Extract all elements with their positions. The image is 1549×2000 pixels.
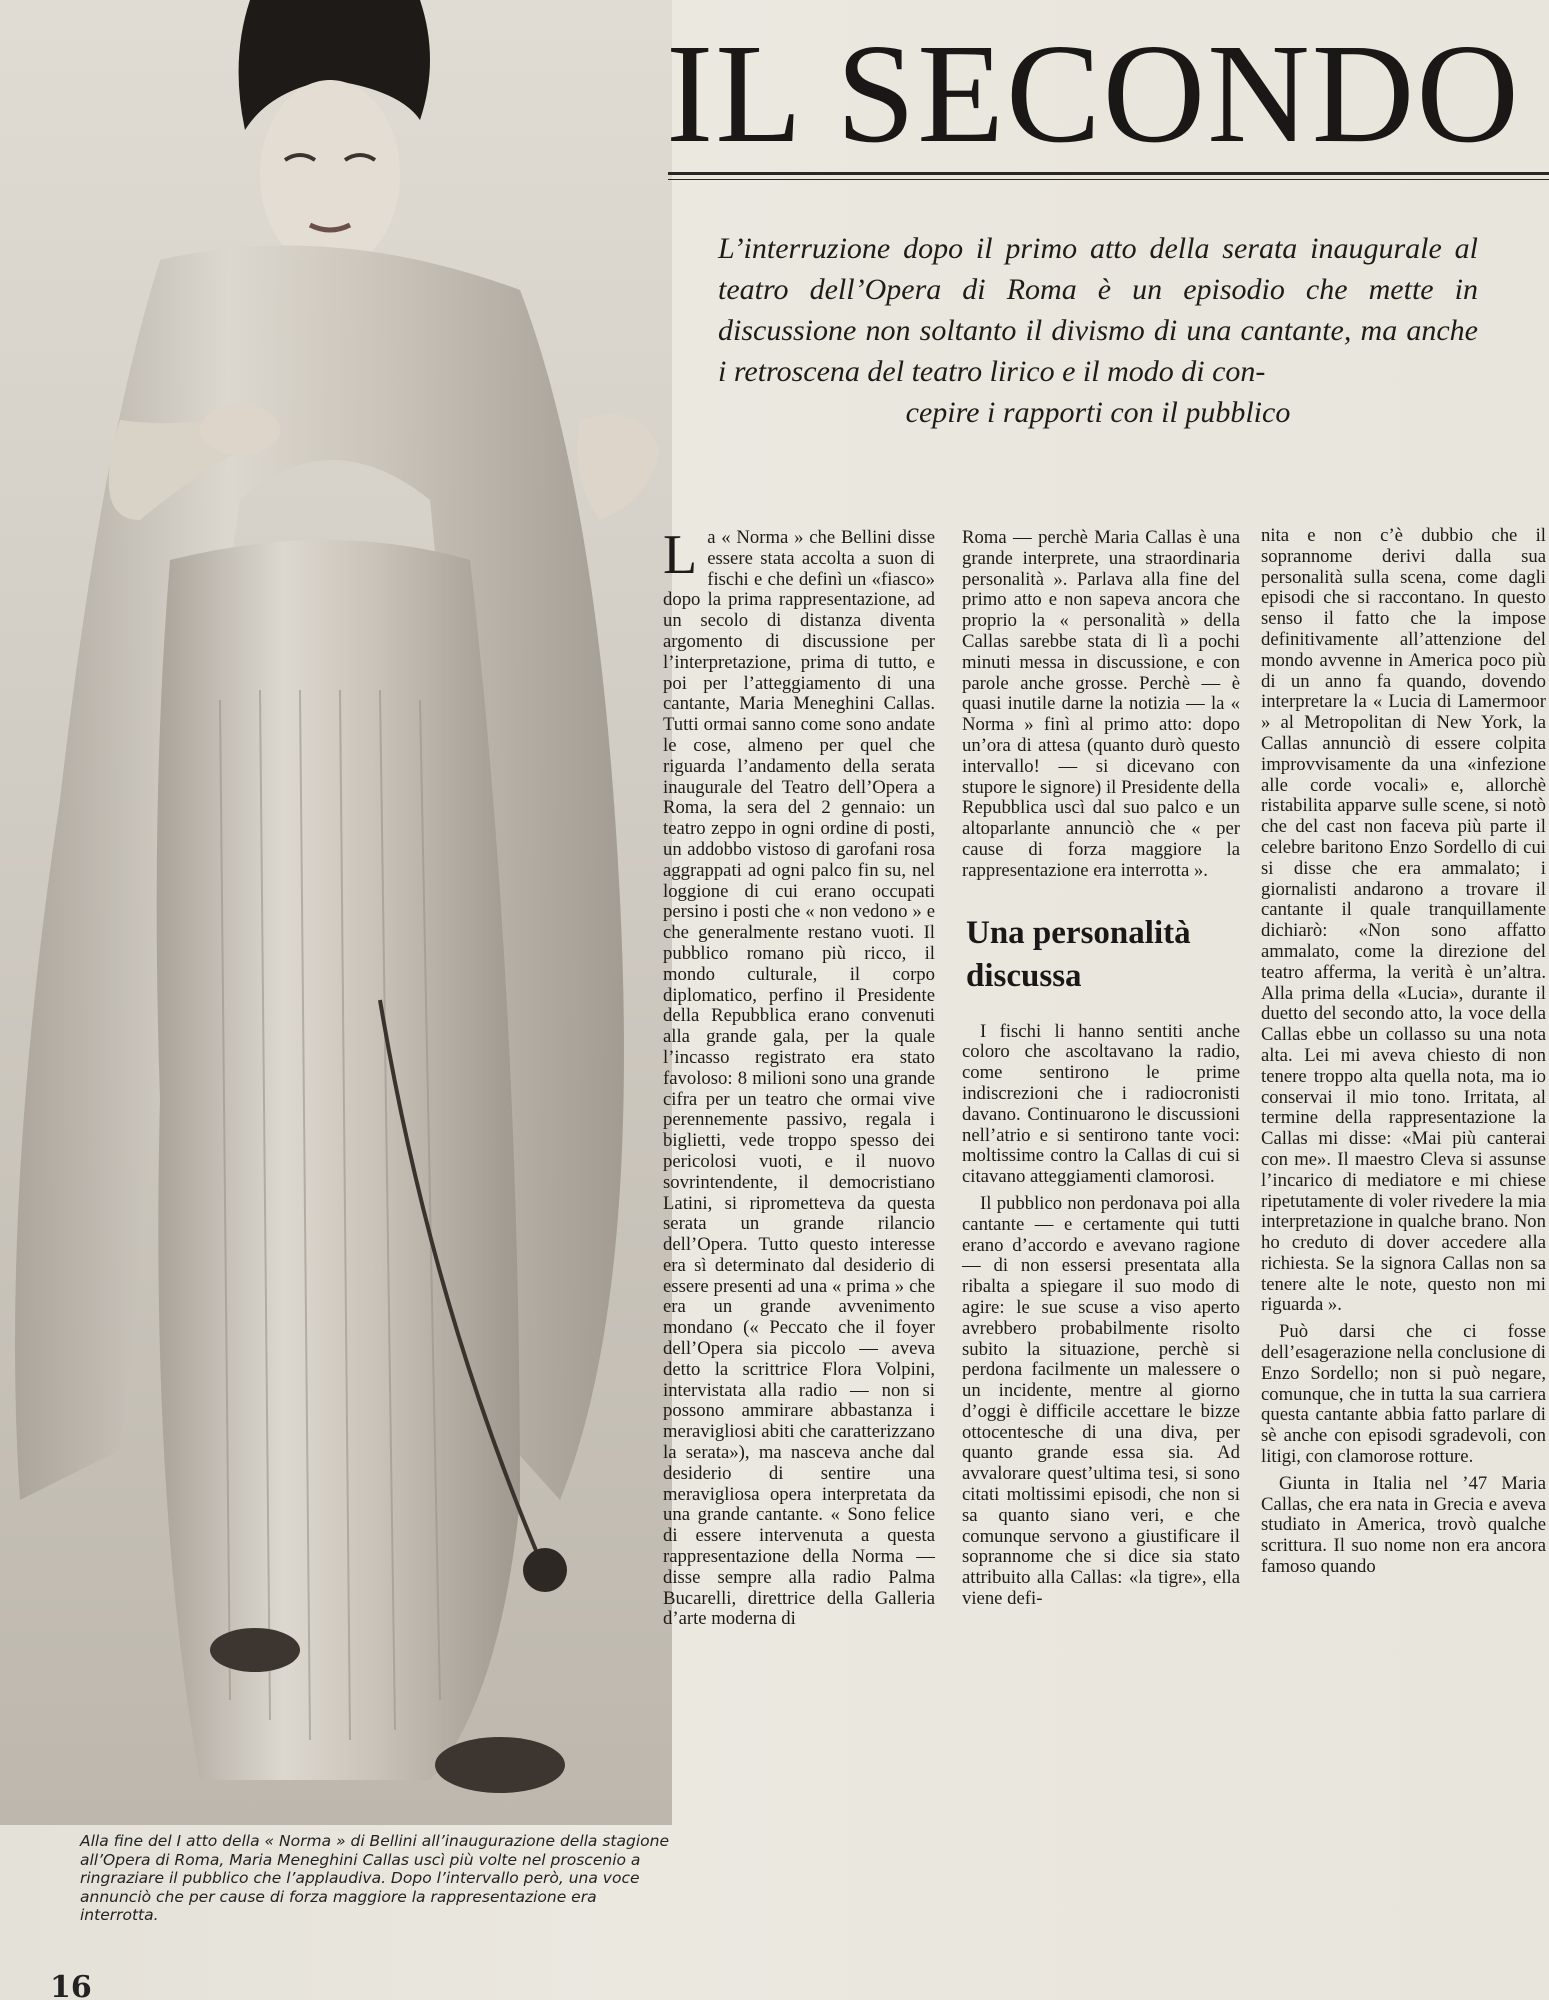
article-headline: IL SECONDO	[666, 14, 1521, 172]
singer-figure-illustration	[0, 0, 672, 1825]
column-2-paragraph-2: I fischi li hanno sentiti anche coloro che ascoltavano la radio, come sentirono le prime indiscrezioni che i radiocronisti davano. Continuarono le discussioni nell’atrio e si sentirono tante voci: moltissime contro la Callas di cui si citavano atteggiamenti clamorosi.	[962, 1020, 1240, 1188]
column-2-paragraph-3: Il pubblico non perdonava poi alla cantante — e certamente qui tutti erano d’accordo e avevano ragione — di non essersi presentata alla ribalta a spiegare il suo modo di agire: le sue scuse a viso aperto avrebbero probabilmente risolto subito la situazione, perchè si perdona facilmente un malessere o un incidente, mentre al giorno d’oggi è difficile accettare le bizze ottocentesche di una diva, per quanto grande essa sia. Ad avvalorare quest’ultima tesi, si sono citati moltissimi episodi, che non si sa quanto siano veri, e che comunque servono a giustificare il soprannome che si dice sia stato attribuito alla Callas: «la tigre», ella viene defi-	[962, 1192, 1240, 1610]
drop-cap: L	[663, 524, 698, 586]
lead-text-last: cepire i rapporti con il pubblico	[905, 396, 1291, 429]
text-column-3	[1261, 526, 1546, 1578]
column-1-text: a « Norma » che Bellini disse essere stata accolta a suon di fischi e che definì un «fiasco» dopo la prima rappresentazione, ad un secolo di distanza diventa argomento di discussione per l’interpretazione, prima di tutto, e poi per l’atteggiamento di una cantante, Maria Meneghini Callas. Tutti ormai sanno come sono andate le cose, almeno per quel che riguarda l’andamento della serata inaugurale del Teatro dell’Opera a Roma, la sera del 2 gennaio: un teatro zeppo in ogni ordine di posti, un addobbo vistoso di garofani rosa aggrappati ad ogni palco fin su, nel loggione di cui erano occupati persino i posti che « non vedono » e che generalmente restano vuoti. Il pubblico romano più ricco, il mondo culturale, il corpo diplomatico, perfino il Presidente della Repubblica erano convenuti alla grande gala, per la quale l’incasso registrato era stato favoloso: 8 milioni sono una grande cifra per un teatro che ormai vive perennemente passivo, regala i biglietti, vede troppo spesso dei pericolosi vuoti, e il nuovo sovrintendente, il democristiano Latini, si riprometteva da questa serata un grande rilancio dell’Opera. Tutto questo interesse era sì determinato dal desiderio di essere presenti ad una « prima » che era un grande avvenimento mondano (« Peccato che il foyer dell’Opera sia piccolo — aveva detto la scrittrice Flora Volpini, intervistata alla radio — non si possono ammirare abbastanza i meravigliosi abiti che caratterizzano la serata»), ma nasceva anche dal desiderio di sentire una meravigliosa opera interpretata da una grande cantante. « Sono felice di essere intervenuta a questa rappresentazione della Norma — disse sempre alla radio Palma Bucarelli, direttrice della Galleria d’arte moderna di	[663, 527, 935, 1630]
section-subhead: Una personalità discussa	[966, 914, 1191, 994]
text-column-2	[962, 528, 1240, 1610]
photo-caption: Alla fine del I atto della « Norma » di Bellini all’inaugurazione della stagione all’Opera di Roma, Maria Meneghini Callas uscì più volte nel proscenio a ringraziare il pubblico che l’applaudiva. Dopo l’intervallo però, una voce annunciò che per cause di forza maggiore la rappresentazione era interrotta.	[80, 1832, 669, 1924]
headline-rule-thin	[668, 179, 1549, 180]
column-2-paragraph-1: Roma — perchè Maria Callas è una grande interprete, una straordinaria personalità ». Parlava alla fine del primo atto e non sapeva ancora che proprio la « personalità » della Callas sarebbe stata di lì a pochi minuti messa in discussione, e con parole anche grosse. Perchè — è quasi inutile darne la notizia — la « Norma » finì al primo atto: dopo un’ora di attesa (quanto durò questo intervallo! — si dicevano con stupore le signore) il Presidente della Repubblica uscì dal suo palco e un altoparlante annunciò che « per cause di forza maggiore la rappresentazione era interrotta ».	[962, 527, 1240, 881]
page-number: 16	[50, 1970, 92, 2000]
headline-rule	[668, 172, 1549, 175]
article-lead	[718, 228, 1478, 433]
text-column-1	[663, 524, 935, 1630]
callas-photo	[0, 0, 672, 1825]
column-3-paragraph-1: nita e non c’è dubbio che il soprannome derivi dalla sua personalità sulla scena, come dagli episodi che si raccontano. In questo senso il fatto che la impose definitivamente all’attenzione del mondo avvenne in America poco più di un anno fa quando, dovendo interpretare la « Lucia di Lamermoor » al Metropolitan di New York, la Callas annunciò di essere colpita improvvisamente da una «infezione alle corde vocali» e, allorchè ristabilita apparve sulle scene, si notò che del cast non faceva più parte il celebre baritono Enzo Sordello di cui si disse che era ammalato; i giornalisti andarono a trovare il cantante il quale tranquillamente dichiarò: «Non sono affatto ammalato, come la direzione del teatro afferma, la verità è un’altra. Alla prima della «Lucia», durante il duetto del secondo atto, la voce della Callas ebbe un collasso su una nota alta. Lei mi aveva chiesto di non tenere troppo alta quella nota, ma io conservai il mio tono. Irritata, al termine della rappresentazione la Callas mi disse: «Mai più canterai con me». Il maestro Cleva si assunse l’incarico di mediatore e mi chiese ripetutamente di voler rivedere la mia interpretazione in qualche brano. Non ho creduto di dover accedere alla richiesta. Se la signora Callas non sa tenere alte le note, questo non mi riguarda ».	[1261, 525, 1546, 1316]
lead-text: L’interruzione dopo il primo atto della serata inaugurale al teatro dell’Opera di Roma è un episodio che mette in discussione non soltanto il divismo di una cantante, ma anche i retroscena del teatro lirico e il modo di con-	[718, 232, 1478, 388]
column-1-paragraph	[663, 524, 935, 1630]
column-3-paragraph-3: Giunta in Italia nel ’47 Maria Callas, che era nata in Grecia e aveva studiato in America, trovò qualche scrittura. Il suo nome non era ancora famoso quando	[1261, 1472, 1546, 1578]
column-3-paragraph-2: Può darsi che ci fosse dell’esagerazione nella conclusione di Enzo Sordello; non si può negare, comunque, che in tutta la sua carriera questa cantante abbia fatto parlare di sè anche con episodi sgradevoli, con litigi, con clamorose rotture.	[1261, 1321, 1546, 1468]
